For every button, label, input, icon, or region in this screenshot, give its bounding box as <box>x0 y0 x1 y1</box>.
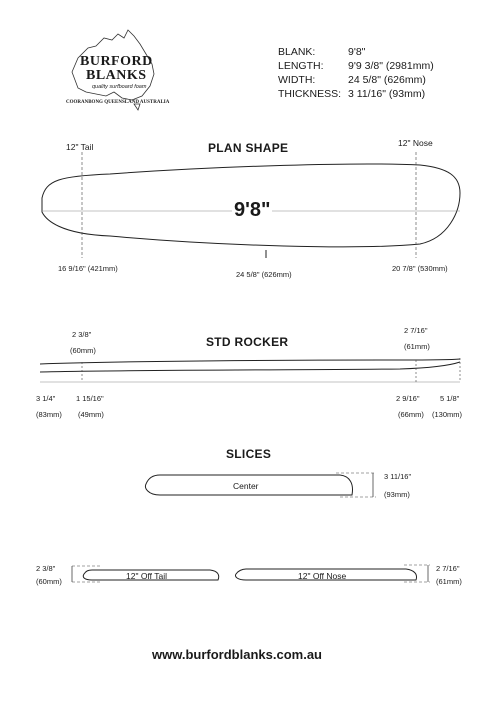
logo-brand-line1: BURFORD <box>80 54 153 69</box>
plan-nose-marker-label: 12" Nose <box>398 138 433 148</box>
off-tail-slice-label: 12" Off Tail <box>126 571 167 581</box>
logo-location: COORANBONG QUEENSLAND AUSTRALIA <box>66 100 170 105</box>
rocker-tail12-mm: (60mm) <box>70 346 96 355</box>
rocker-nose12-in: 2 7/16" <box>404 326 428 335</box>
spec-blank-label: BLANK: <box>278 46 316 58</box>
plan-center-label: 9'8" <box>234 199 271 221</box>
rocker-tail-mm: (83mm) <box>36 410 62 419</box>
off-nose-in: 2 7/16" <box>436 564 460 573</box>
rocker-nose-mm: (130mm) <box>432 410 463 419</box>
rocker-tail12-in: 2 3/8" <box>72 330 92 339</box>
spec-width-value: 24 5/8" (626mm) <box>348 74 426 86</box>
center-slice-label: Center <box>233 481 259 491</box>
spec-length-value: 9'9 3/8" (2981mm) <box>348 60 434 72</box>
footer-url[interactable]: www.burfordblanks.com.au <box>152 647 322 662</box>
spec-width-label: WIDTH: <box>278 74 316 86</box>
center-thick-mm: (93mm) <box>384 490 410 499</box>
spec-length-label: LENGTH: <box>278 60 324 72</box>
rocker-nose2-mm: (66mm) <box>398 410 424 419</box>
rocker-tail2-mm: (49mm) <box>78 410 104 419</box>
plan-tail-marker-label: 12" Tail <box>66 142 94 152</box>
rocker-nose12-mm: (61mm) <box>404 342 430 351</box>
rocker-deck-curve <box>40 359 460 364</box>
off-tail-mm: (60mm) <box>36 577 62 586</box>
rocker-tail2-in: 1 15/16" <box>76 394 104 403</box>
off-nose-mm: (61mm) <box>436 577 462 586</box>
plan-nose-width: 20 7/8" (530mm) <box>392 264 448 273</box>
off-nose-slice-label: 12" Off Nose <box>298 571 347 581</box>
plan-tail-width: 16 9/16" (421mm) <box>58 264 118 273</box>
plan-center-width: 24 5/8" (626mm) <box>236 270 292 279</box>
rocker-nose2-in: 2 9/16" <box>396 394 420 403</box>
rocker-title: STD ROCKER <box>206 335 289 349</box>
rocker-nose-in: 5 1/8" <box>440 394 460 403</box>
rocker-tail-in: 3 1/4" <box>36 394 56 403</box>
logo-brand-line2: BLANKS <box>86 68 147 83</box>
rocker-bottom-curve <box>40 362 460 372</box>
logo-tagline: quality surfboard foam <box>92 84 147 90</box>
off-tail-in: 2 3/8" <box>36 564 56 573</box>
spec-thickness-label: THICKNESS: <box>278 88 342 100</box>
center-thick-in: 3 11/16" <box>384 472 412 481</box>
slices-title: SLICES <box>226 447 272 461</box>
spec-blank-value: 9'8" <box>348 46 366 58</box>
plan-shape-title: PLAN SHAPE <box>208 141 289 155</box>
spec-thickness-value: 3 11/16" (93mm) <box>348 88 426 100</box>
